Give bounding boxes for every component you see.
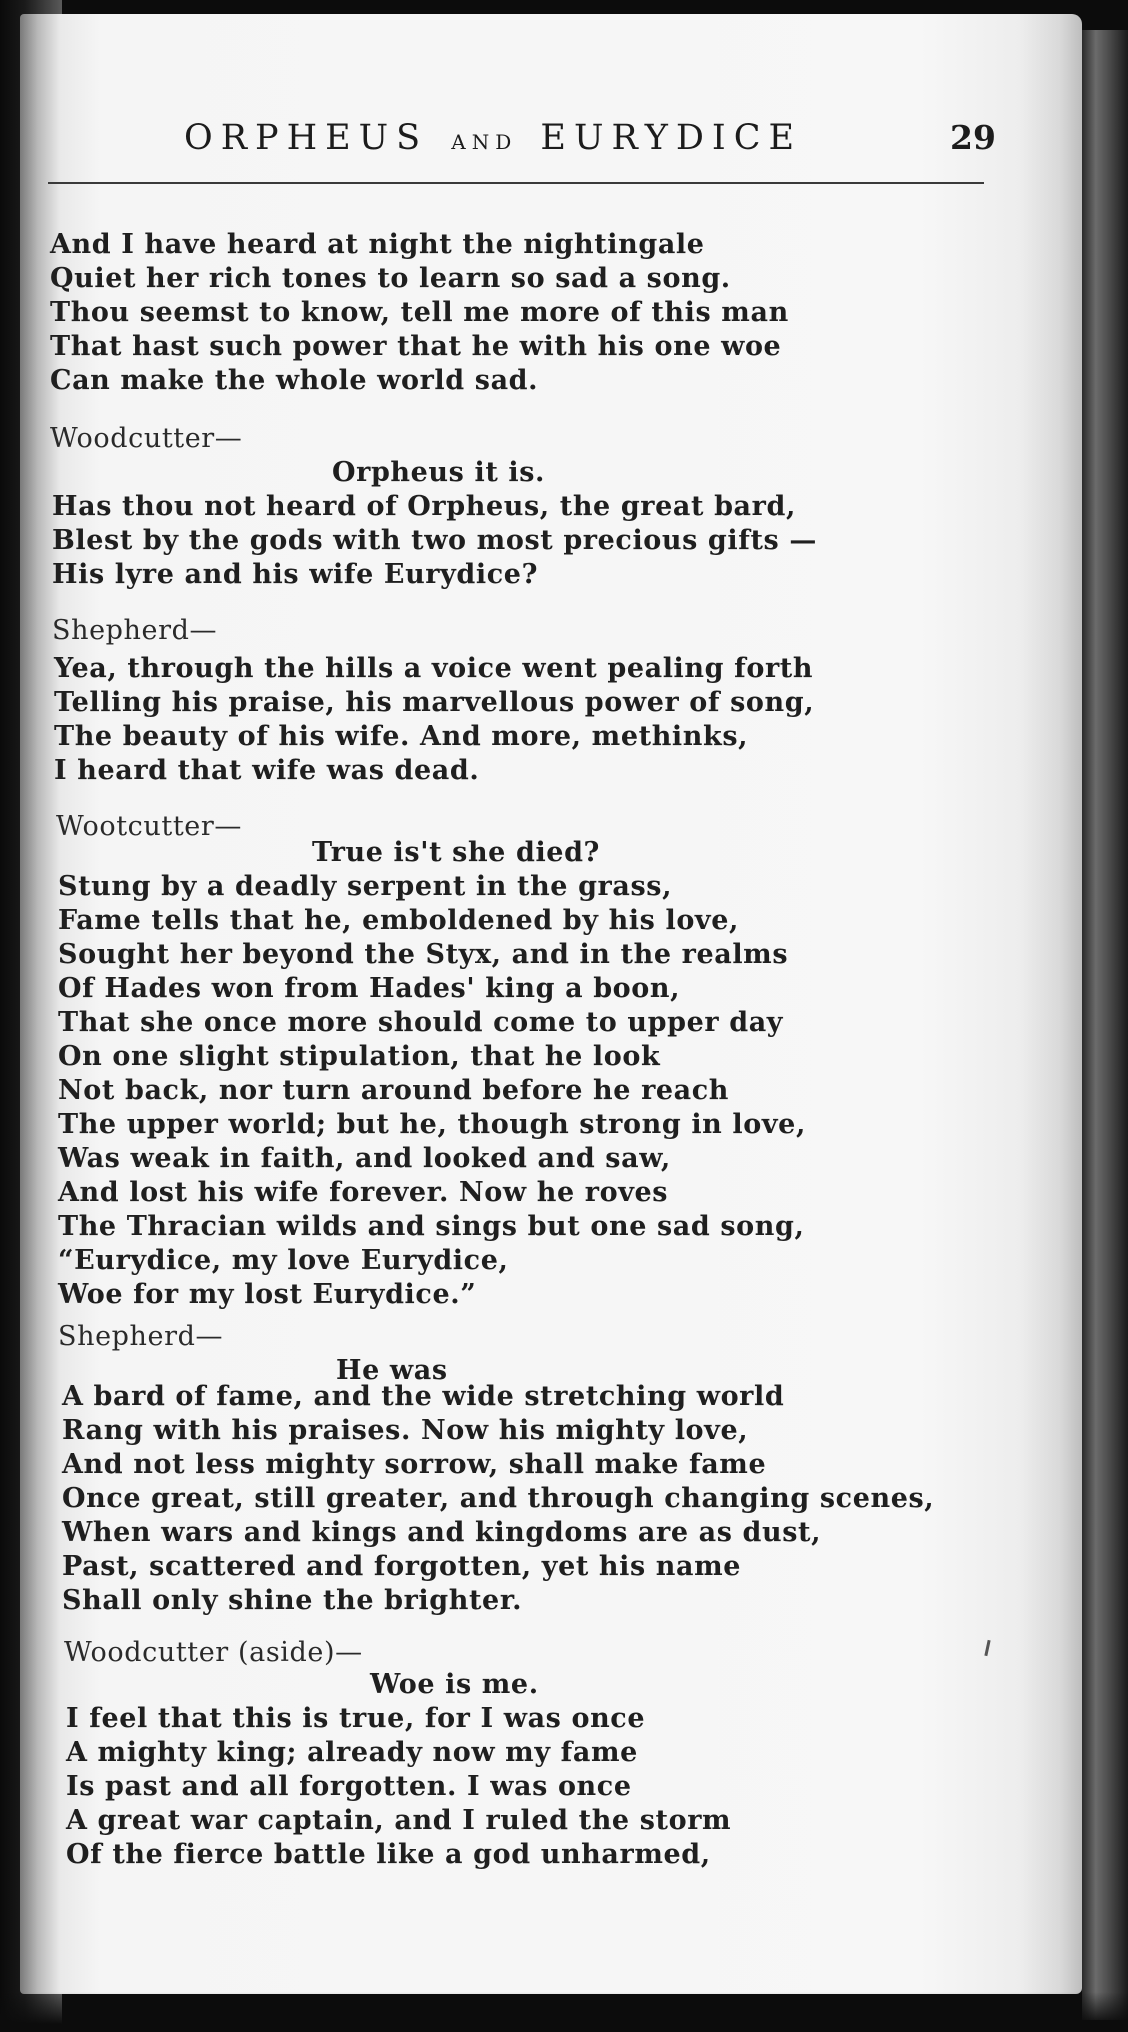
verse-line: Past, scattered and forgotten, yet his name [62, 1551, 742, 1582]
verse-line: Yea, through the hills a voice went pealing forth [54, 653, 814, 684]
verse-line: A bard of fame, and the wide stretching world [62, 1381, 785, 1412]
verse-line: “Eurydice, my love Eurydice, [58, 1245, 509, 1276]
speaker-label: Woodcutter— [50, 423, 243, 454]
verse-line: Fame tells that he, emboldened by his love, [58, 905, 739, 936]
verse-line: That she once more should come to upper day [58, 1007, 784, 1038]
verse-line: On one slight stipulation, that he look [58, 1041, 661, 1072]
header-title-orpheus: ORPHEUS [184, 118, 429, 158]
verse-line: Telling his praise, his marvellous power of song, [54, 687, 815, 718]
continued-line: He was [336, 1355, 448, 1386]
speaker-label: Shepherd— [58, 1321, 224, 1352]
verse-line: Quiet her rich tones to learn so sad a song. [50, 263, 731, 294]
verse-line: The Thracian wilds and sings but one sad song, [58, 1211, 805, 1242]
verse-line: And lost his wife forever. Now he roves [58, 1177, 669, 1208]
continued-line: Orpheus it is. [332, 457, 546, 488]
verse-line: I heard that wife was dead. [54, 755, 480, 786]
verse-line: Blest by the gods with two most precious gifts — [52, 525, 817, 556]
verse-line: I feel that this is true, for I was once [66, 1703, 646, 1734]
header-title-and: AND [451, 130, 518, 154]
verse-line: Was weak in faith, and looked and saw, [58, 1143, 671, 1174]
running-header [184, 118, 802, 158]
verse-line: Of the fierce battle like a god unharmed, [66, 1839, 711, 1870]
verse-line: Rang with his praises. Now his mighty love, [62, 1415, 749, 1446]
header-title-eurydice: EURYDICE [540, 118, 803, 158]
verse-line: Not back, nor turn around before he reach [58, 1075, 730, 1106]
verse-line: And not less mighty sorrow, shall make fame [62, 1449, 767, 1480]
verse-line: His lyre and his wife Eurydice? [52, 559, 538, 590]
verse-line: The upper world; but he, though strong in love, [58, 1109, 806, 1140]
verse-line: Shall only shine the brighter. [62, 1585, 523, 1616]
verse-line: A great war captain, and I ruled the storm [66, 1805, 732, 1836]
continued-line: Woe is me. [370, 1669, 539, 1700]
verse-line: That hast such power that he with his one woe [50, 331, 782, 362]
speaker-label: Shepherd— [52, 615, 218, 646]
verse-line: The beauty of his wife. And more, methinks, [54, 721, 749, 752]
verse-line: Of Hades won from Hades' king a boon, [58, 973, 681, 1004]
verse-line: Can make the whole world sad. [50, 365, 539, 396]
speaker-label: Woodcutter (aside)— [64, 1637, 363, 1668]
verse-line: Woe for my lost Eurydice.” [58, 1279, 477, 1310]
page-number: 29 [950, 118, 996, 157]
verse-line: And I have heard at night the nightingale [50, 229, 705, 260]
bottom-shadow [0, 1992, 1128, 2032]
speaker-label: Wootcutter— [56, 811, 242, 842]
verse-line: When wars and kings and kingdoms are as dust, [62, 1517, 822, 1548]
verse-line: Is past and all forgotten. I was once [66, 1771, 632, 1802]
verse-line: A mighty king; already now my fame [66, 1737, 638, 1768]
header-rule [48, 182, 984, 184]
verse-line: Stung by a deadly serpent in the grass, [58, 871, 673, 902]
continued-line: True is't she died? [312, 837, 600, 868]
verse-line: Has thou not heard of Orpheus, the great bard, [52, 491, 796, 522]
verse-line: Sought her beyond the Styx, and in the realms [58, 939, 789, 970]
verse-line: Once great, still greater, and through changing scenes, [62, 1483, 935, 1514]
book-edge-right [1082, 30, 1128, 2020]
verse-line: Thou seemst to know, tell me more of this man [50, 297, 789, 328]
